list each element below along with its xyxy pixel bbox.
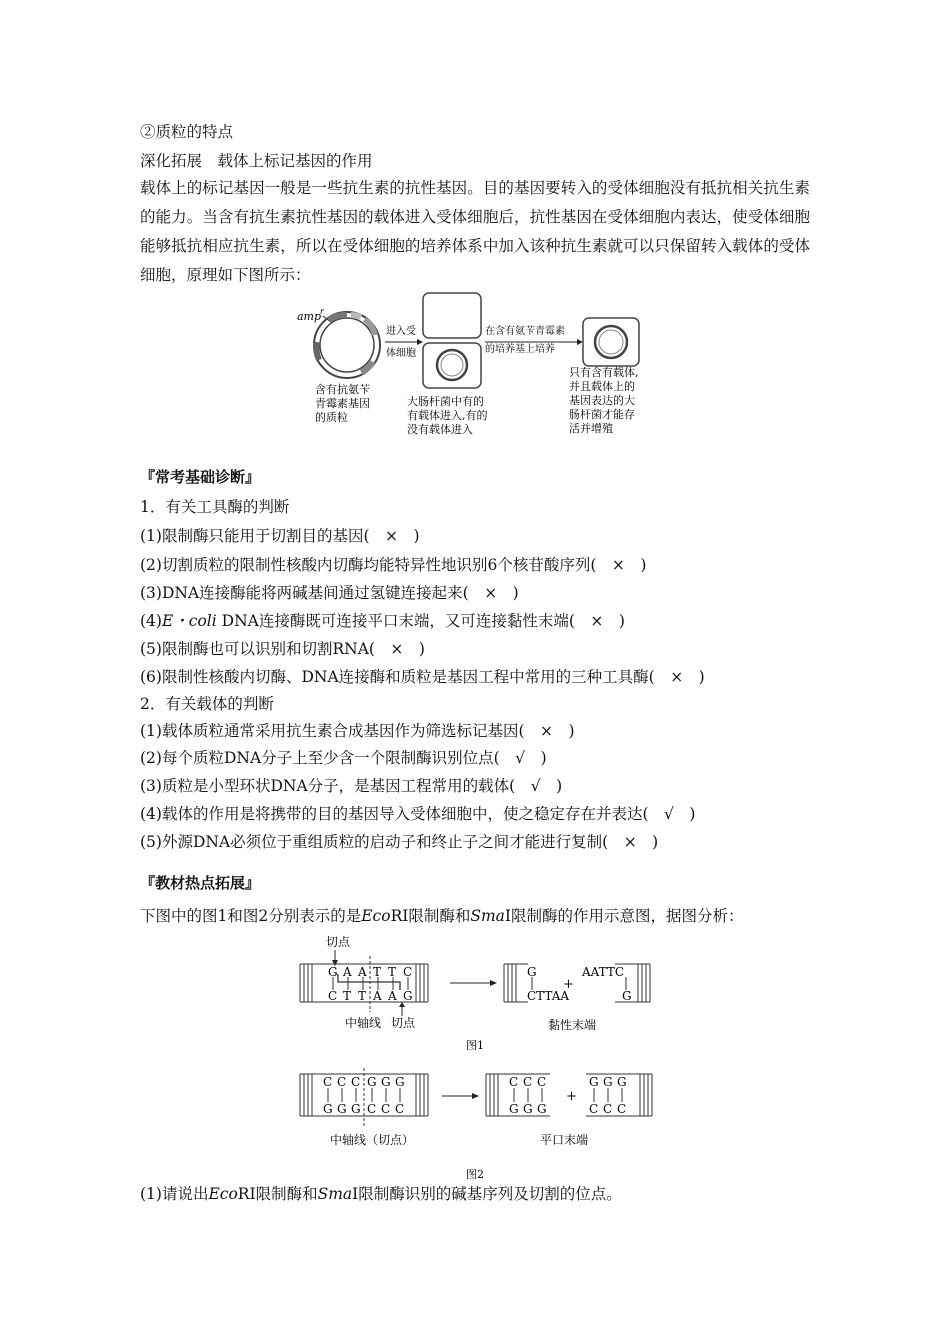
dna-duplex <box>300 1068 428 1126</box>
svg-text:C: C <box>509 1075 519 1089</box>
svg-text:C: C <box>523 1075 533 1089</box>
svg-text:C: C <box>328 989 338 1003</box>
svg-text:C: C <box>337 1075 347 1089</box>
cut-point-label-2: 切点 <box>391 1016 416 1030</box>
amp-label: amp <box>297 310 322 323</box>
q1-item: (6)限制性核酸内切酶、DNA连接酶和质粒是基因工程中常用的三种工具酶( × ) <box>140 668 705 686</box>
svg-text:C: C <box>537 1075 547 1089</box>
q1-item: (3)DNA连接酶能将两碱基间通过氢键连接起来( × ) <box>140 584 519 602</box>
q2-item: (3)质粒是小型环状DNA分子，是基因工程常用的载体( √ ) <box>140 777 563 795</box>
svg-text:C: C <box>381 1102 391 1116</box>
svg-text:G: G <box>537 1102 547 1116</box>
svg-text:T: T <box>343 989 352 1003</box>
svg-text:G: G <box>367 1075 377 1089</box>
figure-caption: 图1 <box>466 1039 484 1052</box>
svg-text:A: A <box>373 989 382 1003</box>
q1-item: (1)限制酶只能用于切割目的基因( × ) <box>140 527 420 545</box>
sticky-end-label: 黏性末端 <box>548 1018 597 1032</box>
smai-figure <box>290 1066 660 1184</box>
svg-text:T: T <box>358 989 367 1003</box>
svg-text:T: T <box>373 965 382 979</box>
deep-expansion-title: 深化拓展 载体上标记基因的作用 <box>140 152 373 170</box>
q1-item: (5)限制酶也可以识别和切割RNA( × ) <box>140 640 425 658</box>
svg-text:A: A <box>388 989 397 1003</box>
plasmid-caption: 含有抗氨苄 青霉素基因 的质粒 <box>315 383 370 424</box>
svg-text:G: G <box>395 1075 405 1089</box>
svg-text:C: C <box>617 1102 627 1116</box>
svg-text:G: G <box>523 1102 533 1116</box>
axis-label: 中轴线 <box>345 1016 382 1030</box>
svg-text:G: G <box>351 1102 361 1116</box>
top-strand <box>323 1075 405 1089</box>
svg-text:G: G <box>617 1075 627 1089</box>
hotspot-header: 『教材热点拓展』 <box>140 874 261 892</box>
svg-text:G: G <box>337 1102 347 1116</box>
plasmid-icon <box>314 312 380 378</box>
cut-point-label: 切点 <box>326 935 351 949</box>
svg-text:AATTC: AATTC <box>582 965 625 979</box>
axis-label: 中轴线（切点） <box>330 1133 415 1147</box>
svg-text:G: G <box>589 1075 599 1089</box>
svg-text:C: C <box>589 1102 599 1116</box>
svg-text:T: T <box>388 965 397 979</box>
svg-text:C: C <box>367 1102 377 1116</box>
q1-item: (4)E・coli DNA连接酶既可连接平口末端，又可连接黏性末端( × ) <box>140 612 625 630</box>
blunt-end-label: 平口末端 <box>540 1133 589 1147</box>
svg-text:C: C <box>603 1102 613 1116</box>
svg-text:G: G <box>527 965 537 979</box>
svg-text:G: G <box>509 1102 519 1116</box>
q2-title: 2．有关载体的判断 <box>140 695 274 713</box>
svg-text:G: G <box>381 1075 391 1089</box>
amp-sup: r <box>320 307 324 316</box>
svg-text:+: + <box>566 1089 577 1104</box>
q1-title: 1．有关工具酶的判断 <box>140 498 290 516</box>
hotspot-intro: 下图中的图1和图2分别表示的是EcoRⅠ限制酶和SmaⅠ限制酶的作用示意图，据图分析： <box>140 907 744 925</box>
svg-text:+: + <box>563 977 574 992</box>
svg-text:G: G <box>328 965 338 979</box>
svg-text:CTTAA: CTTAA <box>527 989 570 1003</box>
svg-text:A: A <box>343 965 352 979</box>
ecori-figure <box>290 932 660 1054</box>
figure-caption: 图2 <box>466 1168 484 1181</box>
svg-text:G: G <box>622 989 632 1003</box>
svg-text:C: C <box>403 965 413 979</box>
svg-text:A: A <box>358 965 367 979</box>
svg-text:G: G <box>603 1075 613 1089</box>
q1-item: (2)切割质粒的限制性核酸内切酶均能特异性地识别6个核苷酸序列( × ) <box>140 556 647 574</box>
svg-text:G: G <box>323 1102 333 1116</box>
diagnosis-header: 『常考基础诊断』 <box>140 468 261 486</box>
cells-caption: 大肠杆菌中有的 有载体进入,有的 没有载体进入 <box>407 395 488 436</box>
arrow1-label: 进入受 体细胞 <box>386 326 416 359</box>
svg-text:G: G <box>403 989 413 1003</box>
result-caption: 只有含有载体, 并且载体上的 基因表达的大 肠杆菌才能存 活并增殖 <box>569 366 639 435</box>
q2-item: (4)载体的作用是将携带的目的基因导入受体细胞中，使之稳定存在并表达( √ ) <box>140 805 696 823</box>
q2-item: (5)外源DNA必须位于重组质粒的启动子和终止子之间才能进行复制( × ) <box>140 833 659 851</box>
arrow2-label: 在含有氨苄青霉素 的培养基上培养 <box>485 326 565 355</box>
q2-item: (2)每个质粒DNA分子上至少含一个限制酶识别位点( √ ) <box>140 749 547 767</box>
q2-item: (1)载体质粒通常采用抗生素合成基因作为筛选标记基因( × ) <box>140 722 575 740</box>
section-title: ②质粒的特点 <box>140 123 234 141</box>
svg-text:C: C <box>323 1075 333 1089</box>
intro-paragraph: 载体上的标记基因一般是一些抗生素的抗性基因。目的基因要转入的受体细胞没有抵抗相关抗生素的能力。当含有抗生素抗性基因的载体进入受体细胞后，抗性基因在受体细胞内表达，使受体细胞能够抵抗相应抗生素，所以在受体细胞的培养体系中加入该种抗生素就可以只保留转入载体的受体细胞，原理如下图所示： <box>140 179 810 284</box>
svg-text:C: C <box>351 1075 361 1089</box>
svg-text:C: C <box>395 1102 405 1116</box>
final-question: (1)请说出EcoRⅠ限制酶和SmaⅠ限制酶识别的碱基序列及切割的位点。 <box>140 1185 622 1203</box>
empty-cell-icon <box>423 293 481 338</box>
plasmid-selection-figure <box>295 290 645 455</box>
